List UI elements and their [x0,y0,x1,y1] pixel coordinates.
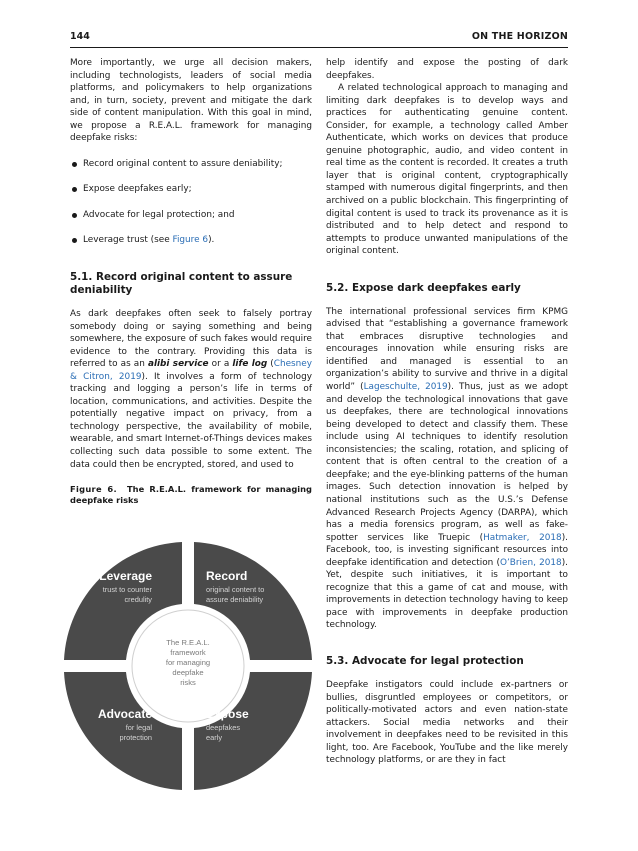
bullet-leverage: Leverage trust (see Figure 6). [70,234,312,247]
quadrant-title: Record [206,569,248,583]
bullet-dot [72,187,77,192]
citation-lageschulte[interactable]: Lageschulte, 2019 [363,382,448,393]
real-bullet-list [70,158,312,247]
center-line: deepfake [172,668,204,677]
quadrant-sub: original content to [206,585,265,594]
quadrant-sub: early [206,733,223,742]
section-5-1-paragraph: As dark deepfakes often seek to falsely portray somebody doing or saying something and being somewhere, the exposure of such fakes would require evidence to the contrary. Providing this data is referred to as an alibi service or a life log (Chesney & Citron, 2019). It involves a form of technology tracking and logging a person’s life in terms of location, communications, and activities. Despite the potentially negative impact on privacy, from a technology perspective, the availability of mobile, wearable, and smart Internet-of-Things devices makes collecting such data possible to some extent. The data could then be encrypted, stored, and used to [70,309,313,470]
center-line: for managing [165,658,211,667]
running-header [70,31,568,45]
section-5-3-heading: 5.3. Advocate for legal protection [326,654,524,667]
journal-title: ON THE HORIZON [471,31,568,42]
section-5-1-heading: 5.1. Record original content to assure deniability [70,271,293,297]
quadrant-sub: protection [119,733,152,742]
section-5-3-paragraph: Deepfake instigators could include ex-partners or bullies, disgruntled employees or competitors, or politically-motivated actors and even nation-state attackers. Social media networks and their involvement in deepfakes need to be revisited in this light, too. Are Facebook, YouTube and the like merely technology platforms, or are they in fact [326,679,568,766]
bullet-dot [72,238,77,243]
authentication-paragraph: A related technological approach to managing and limiting dark deepfakes is to develop ways and practices for authenticating genuine content. Consider, for example, a technology called Amber Authenticate, which works on devices that produce genuine photographic, audio, and video content in real time as the content is recorded. It creates a truth layer that is original content, cryptographically stamped with numerous digital fingerprints, and then archived on a public blockchain. This fingerprinting of digital content is used to track its provenance as it is distributed and to help detect and respond to attempts to produce unwanted manipulations of the original content. [326,83,568,257]
real-framework-diagram [60,538,316,794]
header-rule [70,47,568,48]
quadrant-title: Expose [206,707,249,721]
quadrant-title: Advocate [97,707,152,721]
quadrant-sub: assure deniability [206,595,264,604]
quadrant-title: Leverage [99,569,152,583]
center-line: framework [170,648,206,657]
right-column [326,57,568,767]
center-line: The R.E.A.L. [166,638,210,647]
bullet-advocate: Advocate for legal protection; and [70,209,312,222]
bullet-dot [72,162,77,167]
figure-6-link[interactable]: Figure 6 [172,235,209,246]
left-column [70,57,312,506]
section-5-2-heading: 5.2. Expose dark deepfakes early [326,281,521,294]
citation-obrien[interactable]: O’Brien, 2018 [499,557,562,568]
continued-paragraph: help identify and expose the posting of dark deepfakes. [326,58,568,81]
bullet-expose: Expose deepfakes early; [70,183,312,196]
page-number: 144 [70,31,90,42]
center-line: risks [180,678,196,687]
quadrant-sub: trust to counter [102,585,152,594]
citation-chesney-citron[interactable]: Chesney & Citron, 2019 [70,359,313,382]
section-5-2-paragraph: The international professional services firm KPMG advised that “establishing a governance framework that embraces disruptive technologies and encourages innovation while ensuring risks are identified and managed is essential to an organization’s ability to survive and thrive in a digital world” (Lageschulte, 2019). Thus, just as we adopt and develop the technological innovations that gave us deepfakes, there are technological innovations being developed to detect and classify them. These include using AI techniques to identify resolution inconsistencies; the scaling, rotation, and splicing of content that is often central to the creation of a deepfake; and the eye-blinking patterns of the human images. Such detection innovation is helped by national institutions such as the U.S.’s Defense Advanced Research Projects Agency (DARPA), which has a media forensics program, as well as fake-spotter services like Truepic (Hatmaker, 2018). Facebook, too, is investing significant resources into deepfake identification and detection (O’Brien, 2018). Yet, despite such initiatives, it is important to recognize that this a game of cat and mouse, with improvements in detection technology having to keep pace with improvements in deepfake production technology. [326,306,568,631]
bullet-record: Record original content to assure deniability; [70,158,312,171]
quadrant-sub: credulity [124,595,152,604]
figure-6-caption: Figure 6. The R.E.A.L. framework for managing deepfake risks [70,484,312,506]
quadrant-sub: for legal [125,723,152,732]
intro-paragraph: More importantly, we urge all decision makers, including technologists, leaders of social media platforms, and policymakers to help organizations and, in turn, society, prevent and mitigate the dark side of content manipulation. With this goal in mind, we propose a R.E.A.L. framework for managing deepfake risks: [70,58,312,144]
quadrant-sub: deepfakes [206,723,241,732]
bullet-dot [72,213,77,218]
citation-hatmaker[interactable]: Hatmaker, 2018 [483,532,562,543]
